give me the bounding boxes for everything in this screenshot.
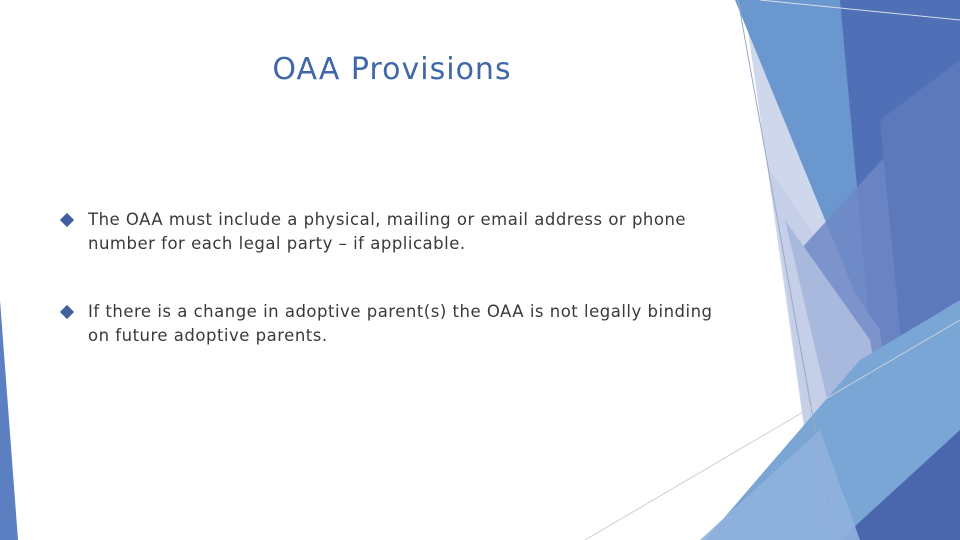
bullet-text: The OAA must include a physical, mailing or email address or phone number for each legal party – if applicable. <box>88 210 687 253</box>
bullet-item <box>60 300 720 348</box>
diamond-bullet-icon <box>60 305 74 319</box>
left-edge-triangle <box>0 300 18 540</box>
diamond-bullet-icon <box>60 213 74 227</box>
slide-title: OAA Provisions <box>272 52 512 87</box>
bullet-item <box>60 208 720 256</box>
bullet-text: If there is a change in adoptive parent(s) the OAA is not legally binding on future adoptive parents. <box>88 302 713 345</box>
bullet-list <box>60 208 720 392</box>
